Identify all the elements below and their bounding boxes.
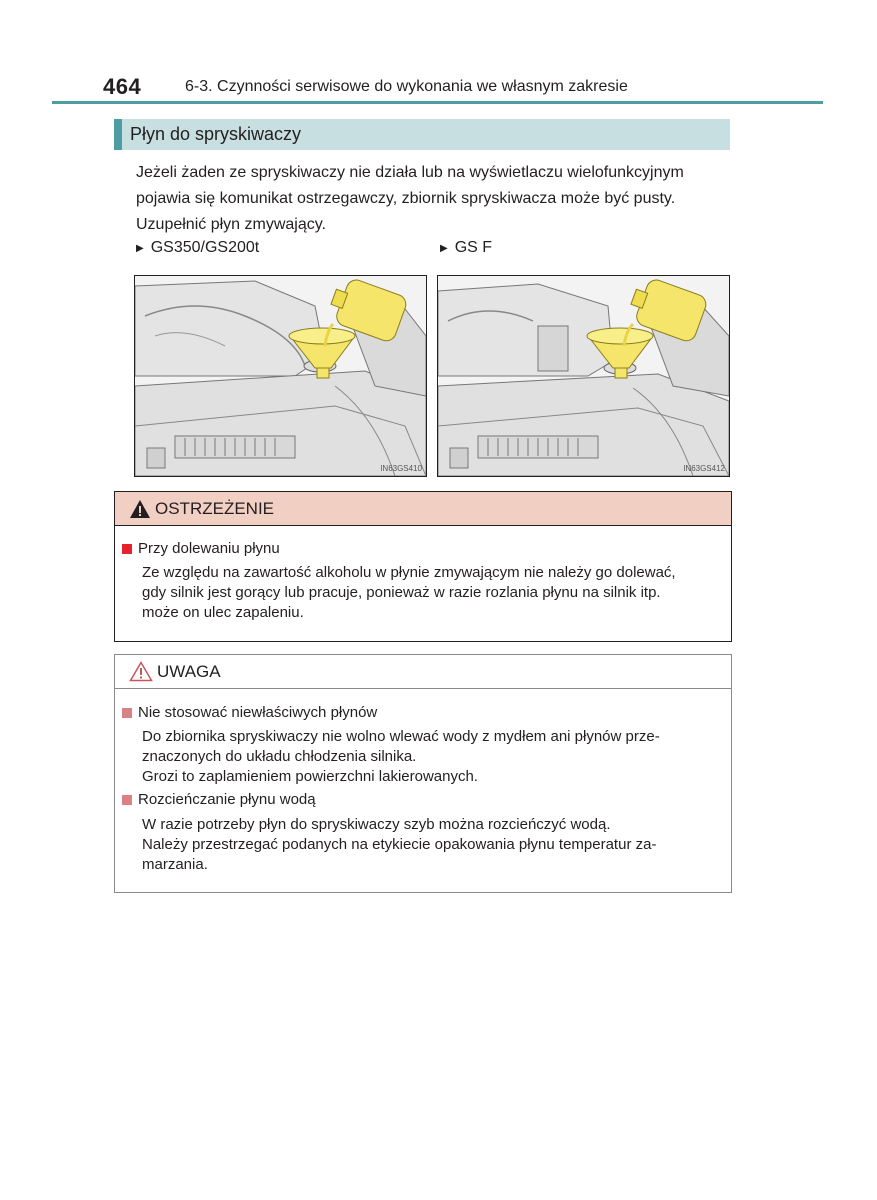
page-number: 464 — [103, 74, 142, 99]
caution-header — [115, 655, 731, 689]
header-rule — [52, 101, 823, 104]
section-accent — [114, 119, 122, 150]
warning-header — [115, 492, 731, 526]
body-line: Należy przestrzegać podanych na etykiecie opakowania płynu temperatur za- — [142, 836, 657, 853]
washer-refill-drawing — [135, 276, 426, 476]
pink-square-bullet-icon — [122, 795, 132, 805]
body-line: Ze względu na zawartość alkoholu w płynie zmywającym nie należy go dolewać, — [142, 564, 676, 581]
engine-bay-illustration-gs350 — [134, 275, 427, 477]
caution-item-title — [122, 704, 377, 721]
warning-triangle-icon — [129, 499, 151, 519]
model-label-text: GS350/GS200t — [150, 239, 260, 256]
warning-item-title-text: Przy dolewaniu płynu — [138, 540, 280, 557]
triangle-bullet-icon: ▶ — [440, 242, 448, 254]
red-square-bullet-icon — [122, 544, 132, 554]
pink-square-bullet-icon — [122, 708, 132, 718]
chapter-title: 6-3. Czynności serwisowe do wykonania we własnym zakresie — [185, 78, 628, 95]
intro-line: pojawia się komunikat ostrzegawczy, zbiornik spryskiwacza może być pusty. — [136, 190, 676, 207]
triangle-bullet-icon: ▶ — [136, 242, 144, 254]
intro-line: Uzupełnić płyn zmywający. — [136, 216, 326, 233]
body-line: marzania. — [142, 856, 208, 873]
section-title: Płyn do spryskiwaczy — [130, 124, 302, 144]
caution-item-title — [122, 791, 316, 808]
body-line: W razie potrzeby płyn do spryskiwaczy szyb można rozcieńczyć wodą. — [142, 816, 611, 833]
model-label-gsf — [440, 239, 492, 257]
caution-item-body — [142, 815, 716, 875]
warning-box — [114, 491, 732, 642]
engine-bay-illustration-gsf — [437, 275, 730, 477]
image-code: IN63GS410 — [380, 464, 422, 473]
body-line: może on ulec zapaleniu. — [142, 604, 304, 621]
body-line: Grozi to zaplamieniem powierzchni lakierowanych. — [142, 768, 478, 785]
section-heading-bar — [114, 119, 730, 150]
caution-triangle-icon — [129, 661, 153, 682]
washer-refill-drawing — [438, 276, 729, 476]
warning-item-body — [142, 563, 716, 623]
caution-box — [114, 654, 732, 893]
caution-heading: UWAGA — [157, 661, 221, 681]
intro-line: Jeżeli żaden ze spryskiwaczy nie działa lub na wyświetlaczu wielofunkcyjnym — [136, 164, 684, 181]
image-code: IN63GS412 — [683, 464, 725, 473]
body-line: Do zbiornika spryskiwaczy nie wolno wlewać wody z mydłem ani płynów prze- — [142, 728, 660, 745]
intro-paragraph — [136, 160, 732, 238]
model-label-gs350 — [136, 239, 259, 257]
model-label-text: GS F — [454, 239, 493, 256]
body-line: znaczonych do układu chłodzenia silnika. — [142, 748, 417, 765]
body-line: gdy silnik jest gorący lub pracuje, ponieważ w razie rozlania płynu na silnik itp. — [142, 584, 661, 601]
warning-heading: OSTRZEŻENIE — [155, 498, 275, 518]
caution-item-title-text: Nie stosować niewłaściwych płynów — [138, 704, 378, 721]
caution-item-body — [142, 727, 716, 787]
caution-item-title-text: Rozcieńczanie płynu wodą — [138, 791, 316, 808]
warning-item-title — [122, 540, 280, 557]
